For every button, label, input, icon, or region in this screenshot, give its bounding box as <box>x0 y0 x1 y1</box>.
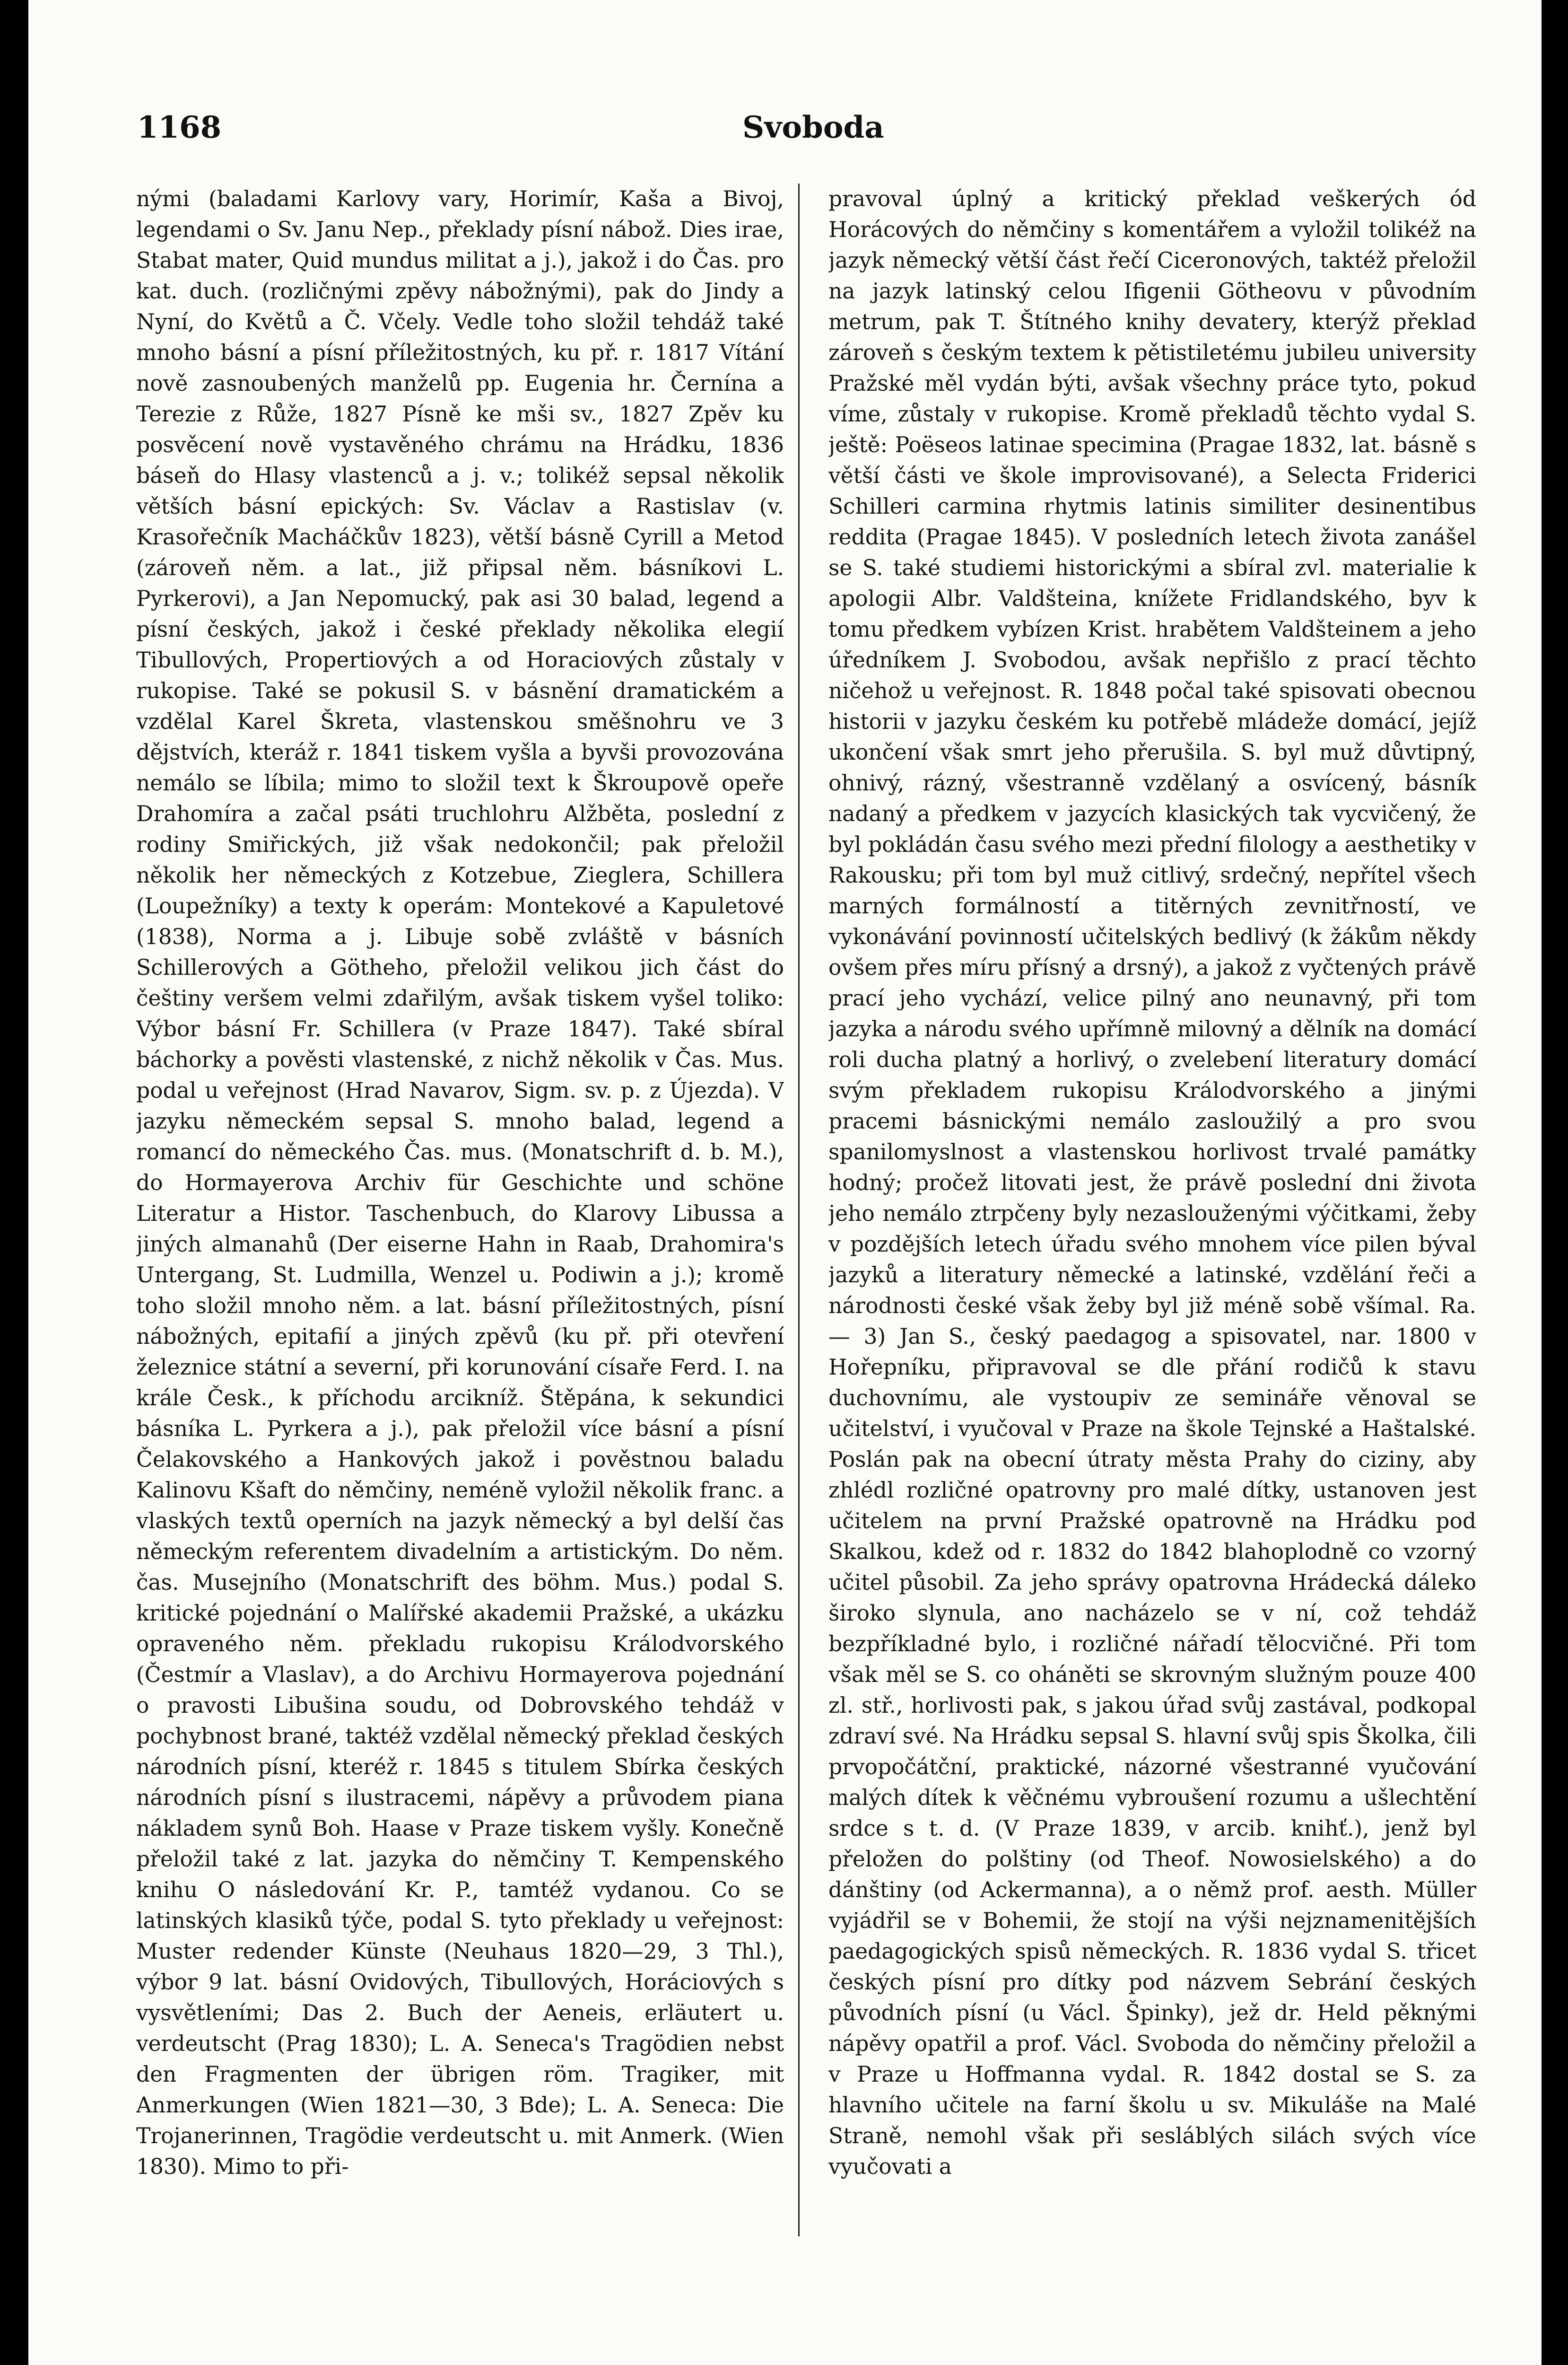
left-column <box>136 184 784 2236</box>
page-header <box>137 110 1518 152</box>
dictionary-page <box>28 0 1542 2365</box>
column-divider <box>798 184 800 2236</box>
left-column-text: nými (baladami Karlovy vary, Horimír, Kaša a Bivoj, legendami o Sv. Janu Nep., překlady písní nábož. Dies irae, Stabat mater, Quid mundus militat a j.), jakož i do Čas. pro kat. duch. (rozličnými zpěvy nábožnými), pak do Jindy a Nyní, do Květů a Č. Včely. Vedle toho složil tehdáž také mnoho básní a písní příležitostných, ku př. r. 1817 Vítání nově zasnoubených manželů pp. Eugenia hr. Černína a Terezie z Růže, 1827 Písně ke mši sv., 1827 Zpěv ku posvěcení nově vystavěného chrámu na Hrádku, 1836 báseň do Hlasy vlastenců a j. v.; tolikéž sepsal několik větších básní epických: Sv. Václav a Rastislav (v. Krasořečník Macháčkův 1823), větší básně Cyrill a Metod (zároveň něm. a lat., již připsal něm. básníkovi L. Pyrkerovi), a Jan Nepomucký, pak asi 30 balad, legend a písní českých, jakož i české překlady několika elegií Tibullových, Propertiových a od Horaciových zůstaly v rukopise. Také se pokusil S. v básnění dramatickém a vzdělal Karel Škreta, vlastenskou směšnohru ve 3 dějstvích, kteráž r. 1841 tiskem vyšla a byvši provozována nemálo se líbila; mimo to složil text k Škroupově opeře Drahomíra a začal psáti truchlohru Alžběta, poslední z rodiny Smiřických, již však nedokončil; pak přeložil několik her německých z Kotzebue, Zieglera, Schillera (Loupežníky) a texty k operám: Montekové a Kapuletové (1838), Norma a j. Libuje sobě zvláště v básních Schillerových a Götheho, přeložil velikou jich část do češtiny veršem velmi zdařilým, avšak tiskem vyšel toliko: Výbor básní Fr. Schillera (v Praze 1847). Také sbíral báchorky a pověsti vlastenské, z nichž několik v Čas. Mus. podal u veřejnost (Hrad Navarov, Sigm. sv. p. z Újezda). V jazyku německém sepsal S. mnoho balad, legend a romancí do německého Čas. mus. (Monatschrift d. b. M.), do Hormayerova Archiv für Geschichte und schöne Literatur a Histor. Taschenbuch, do Klarovy Libussa a jiných almanahů (Der eiserne Hahn in Raab, Drahomira's Untergang, St. Ludmilla, Wenzel u. Podiwin a j.); kromě toho složil mnoho něm. a lat. básní příležitostných, písní nábožných, epitafií a jiných zpěvů (ku př. při otevření železnice státní a severní, při korunování císaře Ferd. I. na krále Česk., k příchodu arcikníž. Štěpána, k sekundici básníka L. Pyrkera a j.), pak přeložil více básní a písní Čelakovského a Hankových jakož i pověstnou baladu Kalinovu Kšaft do němčiny, neméně vyložil několik franc. a vlaských textů operních na jazyk německý a byl delší čas německým referentem divadelním a artistickým. Do něm. čas. Musejního (Monatschrift des böhm. Mus.) podal S. kritické pojednání o Malířské akademii Pražské, a ukázku opraveného něm. překladu rukopisu Králodvorského (Čestmír a Vlaslav), a do Archivu Hormayerova pojednání o pravosti Libušina soudu, od Dobrovského tehdáž v pochybnost brané, taktéž vzdělal německý překlad českých národních písní, kteréž r. 1845 s titulem Sbírka českých národních písní s ilustracemi, nápěvy a průvodem piana nákladem synů Boh. Haase v Praze tiskem vyšly. Konečně přeložil také z lat. jazyka do němčiny T. Kempenského knihu O následování Kr. P., tamtéž vydanou. Co se latinských klasiků týče, podal S. tyto překlady u veřejnost: Muster redender Künste (Neuhaus 1820—29, 3 Thl.), výbor 9 lat. básní Ovidových, Tibullových, Horáciových s vysvětleními; Das 2. Buch der Aeneis, erläutert u. verdeutscht (Prag 1830); L. A. Seneca's Tragödien nebst den Fragmenten der übrigen röm. Tragiker, mit Anmerkungen (Wien 1821—30, 3 Bde); L. A. Seneca: Die Trojanerinnen, Tragödie verdeutscht u. mit Anmerk. (Wien 1830). Mimo to při- <box>136 186 784 2179</box>
right-column-text: pravoval úplný a kritický překlad veškerých ód Horácových do němčiny s komentářem a vyložil tolikéž na jazyk německý větší část řečí Ciceronových, taktéž přeložil na jazyk latinský celou Ifigenii Götheovu v původním metrum, pak T. Štítného knihy devatery, kterýž překlad zároveň s českým textem k pětistiletému jubileu university Pražské měl vydán býti, avšak všechny práce tyto, pokud víme, zůstaly v rukopise. Kromě překladů těchto vydal S. ještě: Poëseos latinae specimina (Pragae 1832, lat. básně s větší části ve škole improvisované), a Selecta Friderici Schilleri carmina rhytmis latinis similiter desinentibus reddita (Pragae 1845). V posledních letech života zanášel se S. také studiemi historickými a sbíral zvl. materialie k apologii Albr. Valdšteina, knížete Fridlandského, byv k tomu předkem vybízen Krist. hrabětem Valdšteinem a jeho úředníkem J. Svobodou, avšak nepřišlo z prací těchto ničehož u veřejnost. R. 1848 počal také spisovati obecnou historii v jazyku českém ku potřebě mládeže domácí, jejíž ukončení však smrt jeho přerušila. S. byl muž důvtipný, ohnivý, rázný, všestranně vzdělaný a osvícený, básník nadaný a předkem v jazycích klasických tak vycvičený, že byl pokládán času svého mezi přední filology a aesthetiky v Rakousku; při tom byl muž citlivý, srdečný, nepřítel všech marných formálností a titěrných zevnitřností, ve vykonávání povinností učitelských bedlivý (k žákům někdy ovšem přes míru přísný a drsný), a jakož z vyčtených právě prací jeho vychází, velice pilný ano neunavný, při tom jazyka a národu svého upřímně milovný a dělník na domácí roli ducha platný a horlivý, o zvelebení literatury domácí svým překladem rukopisu Králodvorského a jinými pracemi básnickými nemálo zasloužilý a pro svou spanilomyslnost a vlastenskou horlivost trvalé památky hodný; pročež litovati jest, že právě poslední dni života jeho nemálo ztrpčeny byly nezaslouženými výčitkami, žeby v pozdějších letech úřadu svého mnohem více pilen býval jazyků a literatury německé a latinské, vzdělání řeči a národnosti české však žeby byl již méně sobě všímal. Ra. — 3) Jan S., český paedagog a spisovatel, nar. 1800 v Hořepníku, připravoval se dle přání rodičů k stavu duchovnímu, ale vystoupiv ze semináře věnoval se učitelství, i vyučoval v Praze na škole Tejnské a Haštalské. Poslán pak na obecní útraty města Prahy do ciziny, aby zhlédl rozličné opatrovny pro malé dítky, ustanoven jest učitelem na první Pražské opatrovně na Hrádku pod Skalkou, kdež od r. 1832 do 1842 blahoplodně co vzorný učitel působil. Za jeho správy opatrovna Hrádecká dálekо široko slynula, ano nacházelo se v ní, což tehdáž bezpříkladné bylo, i rozličné nářadí tělocvičné. Při tom však měl se S. co oháněti se skrovným služným pouze 400 zl. stř., horlivosti pak, s jakou úřad svůj zastával, podkopal zdraví své. Na Hrádku sepsal S. hlavní svůj spis Školka, čili prvopočátční, praktické, názorné všestranné vyučování malých dítek k věčnému vybroušení rozumu a ušlechtění srdce s t. d. (V Praze 1839, v arcib. knihť.), jenž byl přeložen do polštiny (od Theof. Nowosielského) a do dánštiny (od Ackermanna), a o němž prof. aesth. Müller vyjádřil se v Bohemii, že stojí na výši nejznamenitějších paedagogických spisů německých. R. 1836 vydal S. třicet českých písní pro dítky pod názvem Sebrání českých původních písní (u Václ. Špinky), jež dr. Held pěknými nápěvy opatřil a prof. Václ. Svoboda do němčiny přeložil a v Praze u Hoffmanna vydal. R. 1842 dostal se S. za hlavního učitele na farní školu u sv. Mikuláše na Malé Straně, nemohl však při sesláblých silách svých více vyučovati a <box>828 186 1476 2179</box>
page-number: 1168 <box>137 110 222 145</box>
right-column <box>828 184 1476 2236</box>
running-head: Svoboda <box>742 110 884 145</box>
